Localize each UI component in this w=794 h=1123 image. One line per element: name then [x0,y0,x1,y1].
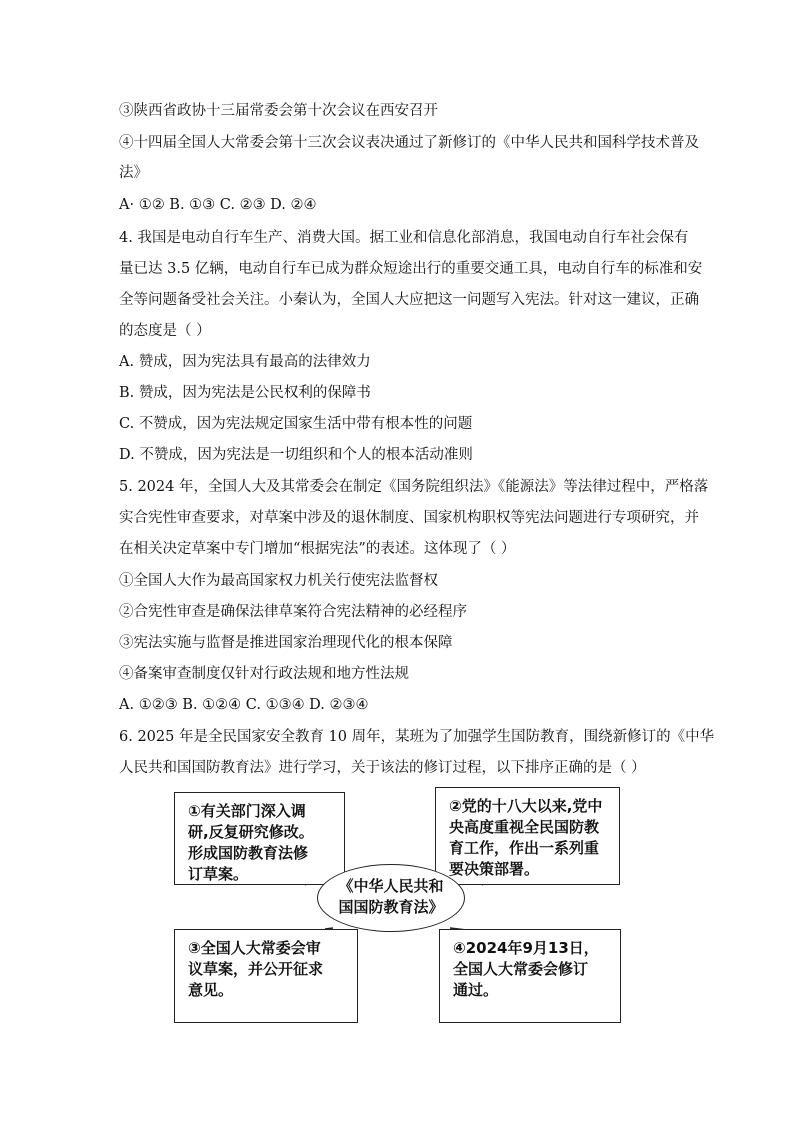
q4-stem-line3: 全等问题备受社会关注。小秦认为，全国人大应把这一问题写入宪法。针对这一建议，正确 [119,292,699,308]
option-4-text-line1: ④十四届全国人大常委会第十三次会议表决通过了新修订的《中华人民共和国科学技术普及 [119,135,699,151]
step-box-4 [439,929,621,1023]
step-box-1-line: ①有关部门深入调 [188,802,306,820]
q5-stem-line2: 实合宪性审查要求，对草案中涉及的退休制度、国家机构职权等宪法问题进行专项研究，并 [119,510,699,526]
q5-statement-3: ③宪法实施与监督是推进国家治理现代化的根本保障 [119,635,453,651]
q4-option-d: D. 不赞成，因为宪法是一切组织和个人的根本活动准则 [119,447,473,463]
q4-option-c: C. 不赞成，因为宪法规定国家生活中带有根本性的问题 [119,416,473,432]
q5-statement-2: ②合宪性审查是确保法律草案符合宪法精神的必经程序 [119,604,467,620]
step-box-1-line: 订草案。 [188,865,249,883]
q5-statement-4: ④备案审查制度仅针对行政法规和地方性法规 [119,666,409,682]
option-4-text-line2: 法》 [119,165,148,181]
q5-answer-choices: A. ①②③ B. ①②④ C. ①③④ D. ②③④ [119,697,369,713]
step-box-2-line: 育工作，作出一系列重 [449,839,600,857]
q4-stem-line4: 的态度是（ ） [119,323,211,339]
q6-stem-line2: 人民共和国国防教育法》进行学习，关于该法的修订过程，以下排序正确的是（ ） [119,760,646,776]
step-box-1-line: 研,反复研究修改。 [188,823,314,841]
step-box-1 [174,792,345,885]
center-title-line: 《中华人民共和 [338,877,444,895]
center-law-title [317,864,465,932]
q3-answer-choices: A· ①② B. ①③ C. ②③ D. ②④ [119,197,317,213]
q5-statement-1: ①全国人大作为最高国家权力机关行使宪法监督权 [119,573,438,589]
q4-stem-line1: 4. 我国是电动自行车生产、消费大国。据工业和信息化部消息，我国电动自行车社会保有 [119,230,689,246]
step-box-4-line: 全国人大常委会修订 [453,960,589,978]
step-box-3 [174,929,358,1023]
q5-stem-line3: 在相关决定草案中专门增加“根据宪法”的表述。这体现了（ ） [119,541,516,557]
step-box-2-line: ②党的十八大以来,党中 [449,797,603,815]
step-box-3-line: 议草案，并公开征求 [188,960,324,978]
q4-option-b: B. 赞成，因为宪法是公民权利的保障书 [119,385,371,401]
step-box-2 [435,787,620,885]
step-box-3-line: ③全国人大常委会审 [188,939,321,957]
step-box-2-line: 要决策部署。 [449,860,540,878]
q6-stem-line1: 6. 2025 年是全民国家安全教育 10 周年，某班为了加强学生国防教育，围绕新修订的《中华 [119,729,715,745]
step-box-4-line: 通过。 [453,981,499,999]
option-3-text: ③陕西省政协十三届常委会第十次会议在西安召开 [119,103,438,119]
step-box-1-line: 形成国防教育法修 [188,844,309,862]
q4-stem-line2: 量已达 3.5 亿辆，电动自行车已成为群众短途出行的重要交通工具，电动自行车的标准和安 [119,261,703,277]
q4-option-a: A. 赞成，因为宪法具有最高的法律效力 [119,354,371,370]
step-box-3-line: 意见。 [188,981,234,999]
q5-stem-line1: 5. 2024 年，全国人大及其常委会在制定《国务院组织法》《能源法》等法律过程中，严格落 [119,479,709,495]
center-title-line: 国国防教育法》 [338,898,444,916]
step-box-2-line: 央高度重视全民国防教 [449,818,600,836]
step-box-4-line: ④2024年9月13日， [453,939,599,957]
